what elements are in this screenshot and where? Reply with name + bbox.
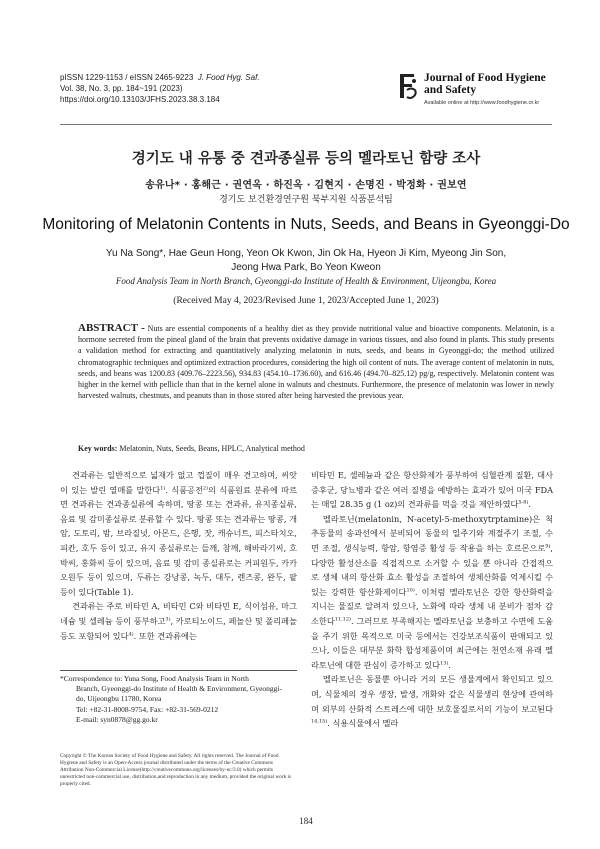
copyright-notice: Copyright © The Korean Society of Food Hygiene and Safety. All rights reserved. The Journal of Food Hygiene and Safety is an Open-Access journal distributed under the terms of the Creative Commons Attribution Non-Commercial License(http://creativecommons.org/licenses/by-nc/3.0) which permits unrestricted non-commercial use, distribution,and reproduction in any medium, provided the original work is properly cited. (60, 753, 292, 787)
keywords-text: Melatonin, Nuts, Seeds, Beans, HPLC, Analytical method (119, 444, 305, 453)
english-authors: Yu Na Song*, Hae Geun Hong, Yeon Ok Kwon, Jin Ok Ha, Hyeon Ji Kim, Myeong Jin Son, Jeong Hwa Park, Bo Yeon Kweon (105, 248, 507, 273)
doi-link[interactable]: https://doi.org/10.13103/JFHS.2023.38.3.184 (60, 95, 220, 104)
korean-authors: 송유나* · 홍해근 · 권연옥 · 하진옥 · 김현지 · 손명진 · 박정화 · 권보연 (145, 180, 467, 191)
footnote-divider (60, 670, 297, 671)
keywords-label: Key words: (78, 444, 118, 453)
keywords (78, 444, 554, 453)
page-number: 184 (299, 816, 313, 826)
abstract-text: Nuts are essential components of a healthy diet as they provide nutritional value and bioactive components. Melatonin, is a hormone secreted from the pineal gland of the brain that prevents oxidative damage in various tissues, and also found in plants. This study presents a validation method for extracting and quantitatively analyzing melatonin in nuts, seeds, and beans in Gyeonggi-do; the method utilized chromatographic techniques and optimized extraction procedures, considering the high oil content of nuts. The average content of melatonin in nuts, seeds, and beans was 1200.83 (409.76–2223.56), 934.83 (454.10–1736.60), and 616.46 (494.70–825.12) pg/g, respectively. Melatonin content was higher in the kernel with pellicle than that in the kernel alone in walnuts and chestnuts. Furthermore, the presence of melatonin was lower in newly harvested walnuts, chestnuts, and peanuts than in those stored after being harvested the previous year. (78, 324, 555, 401)
korean-title: 경기도 내 유통 중 견과종실류 등의 멜라토닌 함량 조사 (131, 151, 481, 167)
volume-line: Vol. 38, No. 3, pp. 184~191 (2023) (60, 84, 183, 93)
korean-affiliation: 경기도 보건환경연구원 북부지원 식품분석팀 (219, 195, 393, 205)
header-divider (60, 124, 552, 125)
abstract (78, 323, 554, 401)
body-paragraph: 멜라토닌(melatonin, N-acetyl-5-methoxytrptamine)은 척추동물의 송과선에서 분비되어 동물의 일주기와 계절주기 조절, 수면 조절, 생식능력, 항암, 항염증 활성 등 작용을 하는 호르몬으로$^{9)}$, 다양한 활성산소를 직접적으로 소거할 수 있을 뿐 아니라 간접적으로 생체 내의 항산화 효소 활성을 조절하여 생체산화를 억제시킬 수 있는 강력한 항산화제이다$^{10)}$. 이처럼 멜라토닌은 강한 항산화력을 지니는 물질로 알려져 있으나, 노화에 따라 생체 내 분비가 점차 감소한다$^{11,12)}$. 그러므로 부족해지는 멜라토닌을 보충하고 수면에 도움을 주기 위한 목적으로 미국 등에서는 건강보조식품이 판매되고 있으나, 이들은 대부분 화학 합성제품이며 최근에는 천연소재 유래 멜라토닌에 대한 관심이 증가하고 있다$^{13)}$. (311, 513, 553, 670)
abstract-label: ABSTRACT - (78, 322, 145, 334)
issn: pISSN 1229-1153 / eISSN 2465-9223 (60, 73, 194, 82)
journal-metadata (60, 72, 260, 105)
email[interactable]: E-mail: syn0878@gg.go.kr (76, 714, 158, 724)
body-paragraph: 견과류는 일반적으로 넓재가 없고 껍질이 매우 견고하며, 씨앗이 있는 발린 열매를 말한다$^{1)}$. 식품공전$^{2)}$의 식품원료 분류에 따르면 견과류는 견과종실류에 속하며, 땅콩 또는 견과류, 유지종실류, 음료 및 감미종실류로 분류할 수 있다. 땅콩 또는 견과류는 땅콩, 개암, 도토리, 밤, 브라질넛, 아몬드, 은행, 잣, 캐슈너트, 피스타치오, 피칸, 호두 등이 있고, 유지 종실류로는 들깨, 참깨, 해바라기씨, 호박씨, 홍화씨 등이 있으며, 음료 및 감미 종실류로는 커피원두, 카카오원두 등이 있으며, 두류는 강낭콩, 녹두, 대두, 렌즈콩, 완두, 팥 등이 있다(Table 1). (60, 470, 297, 597)
body-paragraph: 멜라토닌은 동물뿐 아니라 거의 모든 생물계에서 확인되고 있으며, 식물체의 경우 생장, 발생, 개화와 같은 식물생리 현상에 관여하며 외부의 산화적 스트레스에 대한 보호물질로서의 기능이 보고된다$^{14,15)}$. 식용식물에서 멜라 (311, 674, 553, 729)
english-title: Monitoring of Melatonin Contents in Nuts, Seeds, and Beans in Gyeonggi-Do (42, 216, 570, 233)
body-paragraph: 견과류는 주로 비타민 A, 비타민 C와 비타민 E, 식이섬유, 마그네슘 및 셀레늄 등이 풍부하고$^{3)}$, 카로티노이드, 페놀산 및 폴리페놀 등도 포함되어 있다$^{4)}$. 또한 견과류에는 (60, 601, 297, 641)
body-paragraph: 비타민 E, 셀레늄과 같은 항산화제가 풍부하여 심혈관계 질환, 대사증후군, 당뇨병과 같은 여러 질병을 예방하는 효과가 있어 미국 FDA는 매일 28.35 g (1 oz)의 견과류를 먹을 것을 제안하였다$^{5-8)}$. (311, 470, 553, 510)
journal-url[interactable]: Available online at http://www.foodhygiene.or.kr (424, 100, 540, 106)
journal-name: Journal of Food Hygiene and Safety (424, 72, 546, 96)
journal-logo-icon (398, 72, 418, 100)
body-column-left (60, 468, 297, 643)
english-affiliation: Food Analysis Team in North Branch, Gyeonggi-do Institute of Health & Environment, Uijeongbu, Korea (115, 276, 497, 286)
correspondence-footnote: *Correspondence to: Yuna Song, Food Analysis Team in North Branch, Gyeonggi-do Institute of Health & Environment, Gyeonggi- do, Uijeongbu 11780, Korea Tel: +82-31-8008-9754, Fax: +82-31-569-0212 E-mail: syn0878@gg.go.kr (60, 674, 297, 725)
received-dates: (Received May 4, 2023/Revised June 1, 2023/Accepted June 1, 2023) (173, 296, 439, 306)
journal-abbrev: J. Food Hyg. Saf. (197, 73, 260, 82)
body-column-right (311, 468, 553, 731)
